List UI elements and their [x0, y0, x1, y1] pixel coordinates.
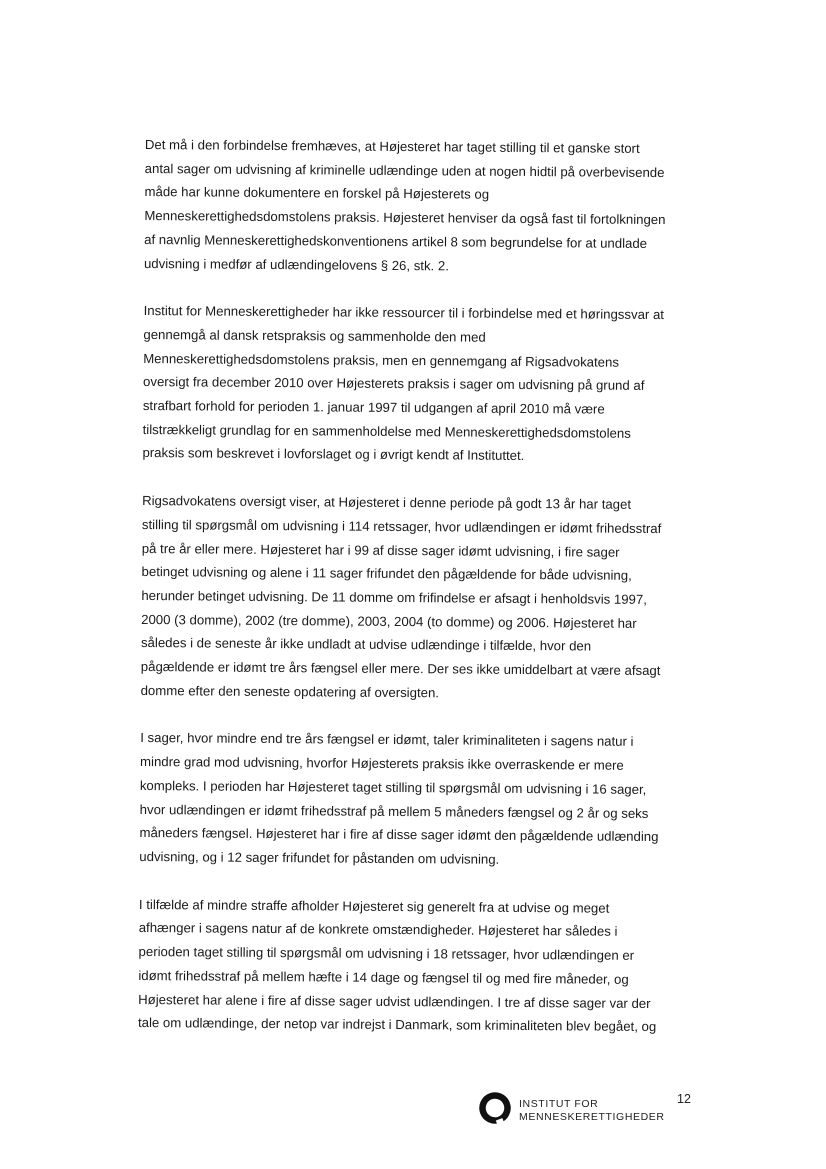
text-line: 2000 (3 domme), 2002 (tre domme), 2003, 2004 (to domme) og 2006. Højesteret har — [141, 611, 637, 631]
text-line: Rigsadvokatens oversigt viser, at Højesteret i denne periode på godt 13 år har taget — [142, 493, 632, 512]
text-line: måneders fængsel. Højesteret har i fire af disse sager idømt den pågældende udlænding — [139, 825, 659, 845]
text-line: idømt frihedsstraf på mellem hæfte i 14 dage og fængsel til og med fire måneder, og — [138, 967, 629, 987]
text-line: Det må i den forbindelse fremhæves, at Højesteret har taget stilling til et ganske stort — [144, 136, 640, 156]
text-line: stilling til spørgsmål om udvisning i 114 retssager, hvor udlændingen er idømt frihedsstraf — [141, 516, 662, 536]
text-line: oversigt fra december 2010 over Højesterets praksis i sager om udvisning på grund af — [142, 374, 645, 394]
text-line: udvisning i medfør af udlændingelovens § 26, stk. 2. — [143, 255, 449, 273]
text-line: udvisning, og i 12 sager frifundet for påstanden om udvisning. — [139, 848, 500, 867]
text-line: tale om udlændinge, der netop var indrejst i Danmark, som kriminaliteten blev begået, og — [137, 1015, 657, 1035]
text-line: Højesteret har alene i fire af disse sager udvist udlændingen. I tre af disse sager var der — [138, 991, 651, 1011]
text-line: tilstrækkeligt grundlag for en sammenholdelse med Menneskerettighedsdomstolens — [142, 421, 631, 441]
text-line: I sager, hvor mindre end tre års fængsel er idømt, taler kriminaliteten i sagens natur i — [140, 730, 634, 750]
text-line: kompleks. I perioden har Højesteret taget stilling til spørgsmål om udvisning i 16 sager, — [139, 777, 647, 797]
text-line: af navnlig Menneskerettighedskonventionens artikel 8 som begrundelse for at undlade — [144, 231, 648, 251]
text-line: betinget udvisning og alene i 11 sager frifundet den pågældende for både udvisning, — [141, 564, 632, 584]
text-line: Menneskerettighedsdomstolens praksis, men en gennemgang af Rigsadvokatens — [143, 350, 620, 370]
text-line: pågældende er idømt tre års fængsel eller mere. Der ses ikke umiddelbart at være afsagt — [140, 659, 661, 679]
org-name-line-2: MENNESKERETTIGHEDER — [519, 1111, 665, 1123]
body-text — [138, 133, 705, 1063]
paragraph-5 — [138, 893, 699, 1040]
text-line: domme efter den seneste opdatering af oversigten. — [140, 682, 440, 701]
text-line: herunder betinget udvisning. De 11 domme om frifindelse er afsagt i henholdsvis 1997, — [141, 587, 647, 607]
text-line: gennemgå al dansk retspraksis og sammenholde den med — [143, 326, 486, 345]
paragraph-2 — [142, 299, 703, 469]
text-line: strafbart forhold for perioden 1. januar 1997 til udgangen af april 2010 må være — [142, 398, 605, 417]
text-line: antal sager om udvisning af kriminelle udlændinge uden at nogen hidtil på overbevisende — [144, 160, 665, 180]
text-line: perioden taget stilling til spørgsmål om udvisning i 18 retssager, hvor udlændingen er — [138, 944, 635, 963]
paragraph-1 — [144, 133, 705, 280]
page-number: 12 — [677, 1092, 691, 1106]
text-line: Institut for Menneskerettigheder har ikke ressourcer til i forbindelse med et høringssvar at — [143, 303, 665, 323]
text-line: praksis som beskrevet i lovforslaget og i øvrigt kendt af Instituttet. — [142, 445, 525, 464]
page-footer — [478, 1088, 718, 1128]
text-line: afhænger i sagens natur af de konkrete omstændigheder. Højesteret har således i — [138, 920, 618, 940]
text-line: Menneskerettighedsdomstolens praksis. Højesteret henviser da også fast til fortolkningen — [144, 208, 666, 228]
text-line: således i de seneste år ikke undladt at udvise udlændinge i tilfælde, hvor den — [140, 635, 592, 654]
text-line: på tre år eller mere. Højesteret har i 99 af disse sager idømt udvisning, i fire sager — [141, 540, 620, 560]
org-name-line-1: INSTITUT FOR — [519, 1098, 599, 1110]
paragraph-3 — [141, 489, 703, 707]
organization-name — [519, 1098, 665, 1124]
paragraph-4 — [139, 726, 700, 873]
text-line: måde har kunne dokumentere en forskel på Højesterets og — [144, 184, 490, 203]
text-line: hvor udlændingen er idømt frihedsstraf på mellem 5 måneders fængsel og 2 år og seks — [139, 801, 649, 821]
ring-logo-icon — [478, 1091, 512, 1125]
text-line: mindre grad mod udvisning, hvorfor Højesterets praksis ikke overraskende er mere — [140, 754, 624, 773]
text-line: I tilfælde af mindre straffe afholder Højesteret sig generelt fra at udvise og meget — [138, 896, 610, 916]
